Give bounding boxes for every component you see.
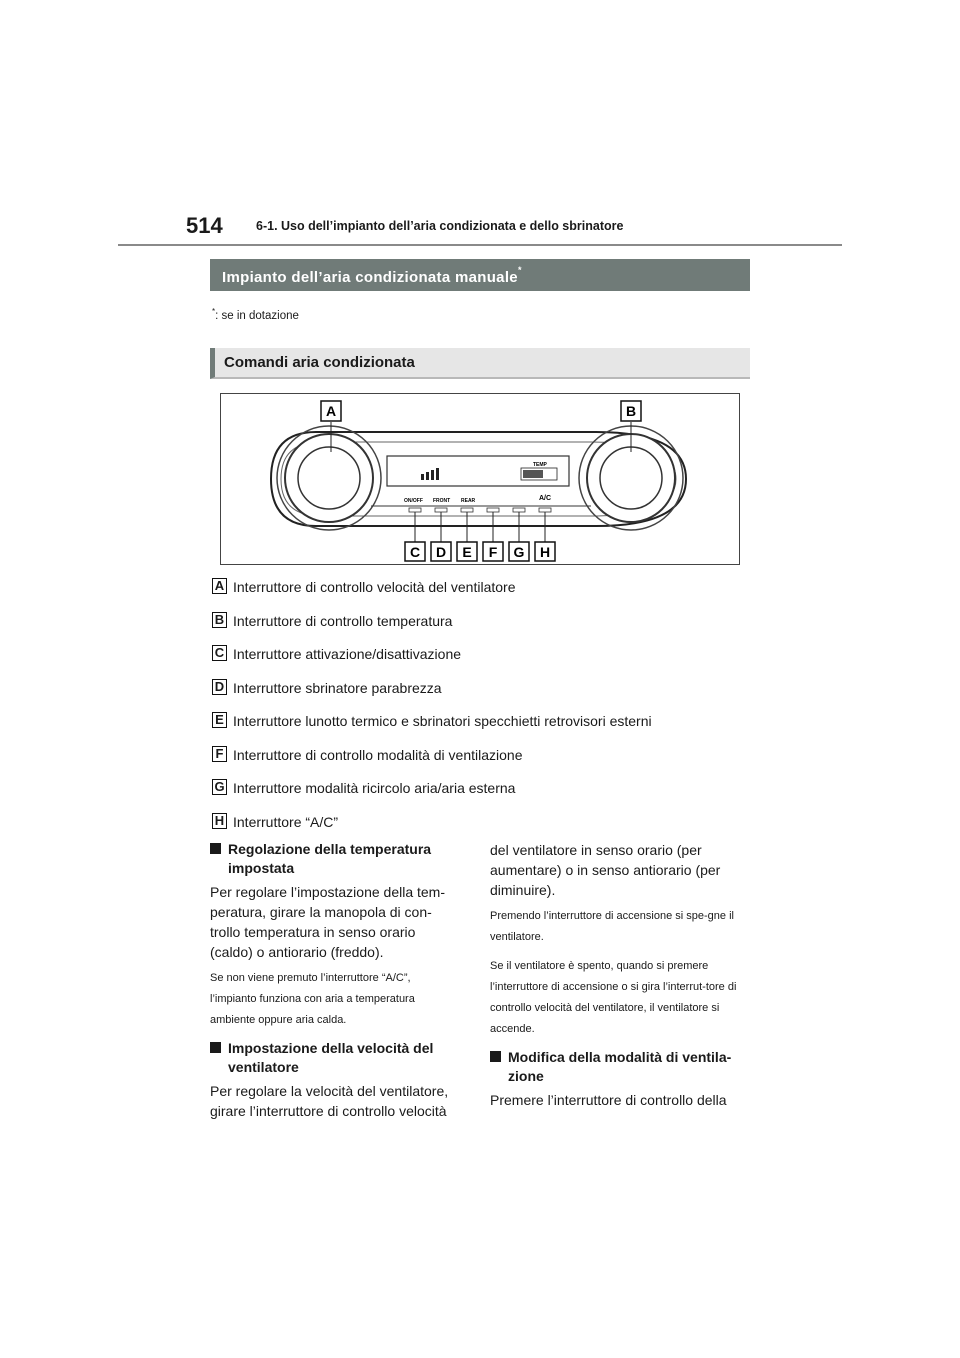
square-bullet-icon <box>490 1051 501 1062</box>
left-column <box>210 840 458 1127</box>
air-outlet-mode-button[interactable] <box>487 508 499 512</box>
chapter-title: 6-1. Uso dell’impianto dell’aria condizionata e dello sbrinatore <box>256 219 624 233</box>
ac-button[interactable] <box>539 508 551 512</box>
legend-text: Interruttore “A/C” <box>233 814 339 830</box>
heading-text: Regolazione della temperatura impostata <box>228 841 432 876</box>
onoff-label: ON/OFF <box>404 498 423 504</box>
section-title: Impianto dell’aria condizionata manuale <box>222 269 518 286</box>
legend-text: Interruttore lunotto termico e sbrinatori specchietti retrovisori esterni <box>233 713 652 729</box>
callout-b: B <box>625 403 637 419</box>
legend-badge: C <box>212 645 227 661</box>
legend-badge: A <box>212 578 227 594</box>
square-bullet-icon <box>210 1042 221 1053</box>
fan-speed-knob[interactable] <box>277 426 381 530</box>
ac-label: A/C <box>539 495 552 502</box>
header-divider <box>118 244 842 246</box>
heading-text: Modifica della modalità di ventila-zione <box>508 1049 732 1084</box>
callout-e: E <box>462 544 472 560</box>
right-column <box>490 840 738 1116</box>
body-paragraph: del ventilatore in senso orario (per aumentare) o in senso antiorario (per diminuire). <box>490 842 721 898</box>
callout-c: C <box>409 544 421 560</box>
legend-text: Interruttore attivazione/disattivazione <box>233 646 462 662</box>
square-bullet-icon <box>210 843 221 854</box>
legend-badge: D <box>212 679 227 695</box>
section-asterisk: * <box>517 265 522 275</box>
callout-h: H <box>539 544 551 560</box>
legend-text: Interruttore modalità ricircolo aria/aria esterna <box>233 780 516 796</box>
legend-text: Interruttore di controllo modalità di ventilazione <box>233 747 523 763</box>
callout-d: D <box>435 544 447 560</box>
front-defroster-button[interactable] <box>435 508 447 512</box>
heading-text: Impostazione della velocità del ventilatore <box>228 1040 434 1075</box>
heading-temperature <box>210 840 458 878</box>
note-paragraph: Se il ventilatore è spento, quando si premere l’interruttore di accensione o si gira l’interrut-tore di controllo velocità del ventilatore, il ventilatore si accende. <box>490 960 737 1035</box>
legend-badge: F <box>212 746 227 762</box>
front-label: FRONT <box>433 498 451 504</box>
control-panel-illustration <box>221 394 739 564</box>
section-banner <box>210 259 750 291</box>
legend-text: Interruttore di controllo velocità del ventilatore <box>233 579 516 595</box>
temp-label: TEMP <box>533 462 547 468</box>
legend-badge: H <box>212 813 227 829</box>
heading-ventilation-mode <box>490 1048 738 1086</box>
heading-fan-speed <box>210 1039 458 1077</box>
footnote <box>212 307 299 322</box>
body-paragraph: Premere l’interruttore di controllo della <box>490 1092 727 1108</box>
page-number: 514 <box>186 213 223 238</box>
rear-defogger-button[interactable] <box>461 508 473 512</box>
legend-badge: B <box>212 612 227 628</box>
climate-control-diagram <box>220 393 740 565</box>
body-paragraph: Per regolare l’impostazione della tem-peratura, girare la manopola di con-trollo temperatura in senso orario (caldo) o antiorario (freddo). <box>210 884 445 960</box>
body-paragraph: Per regolare la velocità del ventilatore, girare l’interruttore di controllo velocità <box>210 1083 449 1119</box>
footnote-text: : se in dotazione <box>215 309 299 322</box>
note-paragraph: Se non viene premuto l’interruttore “A/C”, l’impianto funziona con aria a temperatura ambiente oppure aria calda. <box>210 972 415 1026</box>
legend-text: Interruttore sbrinatore parabrezza <box>233 680 442 696</box>
note-paragraph: Premendo l’interruttore di accensione si spe-gne il ventilatore. <box>490 910 734 943</box>
callout-a: A <box>325 403 337 419</box>
rear-label: REAR <box>461 498 476 504</box>
onoff-button[interactable] <box>409 508 421 512</box>
legend-badge: E <box>212 712 227 728</box>
recirculation-button[interactable] <box>513 508 525 512</box>
footnote-marker: * <box>212 307 216 316</box>
legend-text: Interruttore di controllo temperatura <box>233 613 453 629</box>
subsection-banner <box>210 348 750 379</box>
legend-badge: G <box>212 779 227 795</box>
subsection-title: Comandi aria condizionata <box>224 354 415 371</box>
callout-g: G <box>513 544 525 560</box>
callout-f: F <box>488 544 498 560</box>
